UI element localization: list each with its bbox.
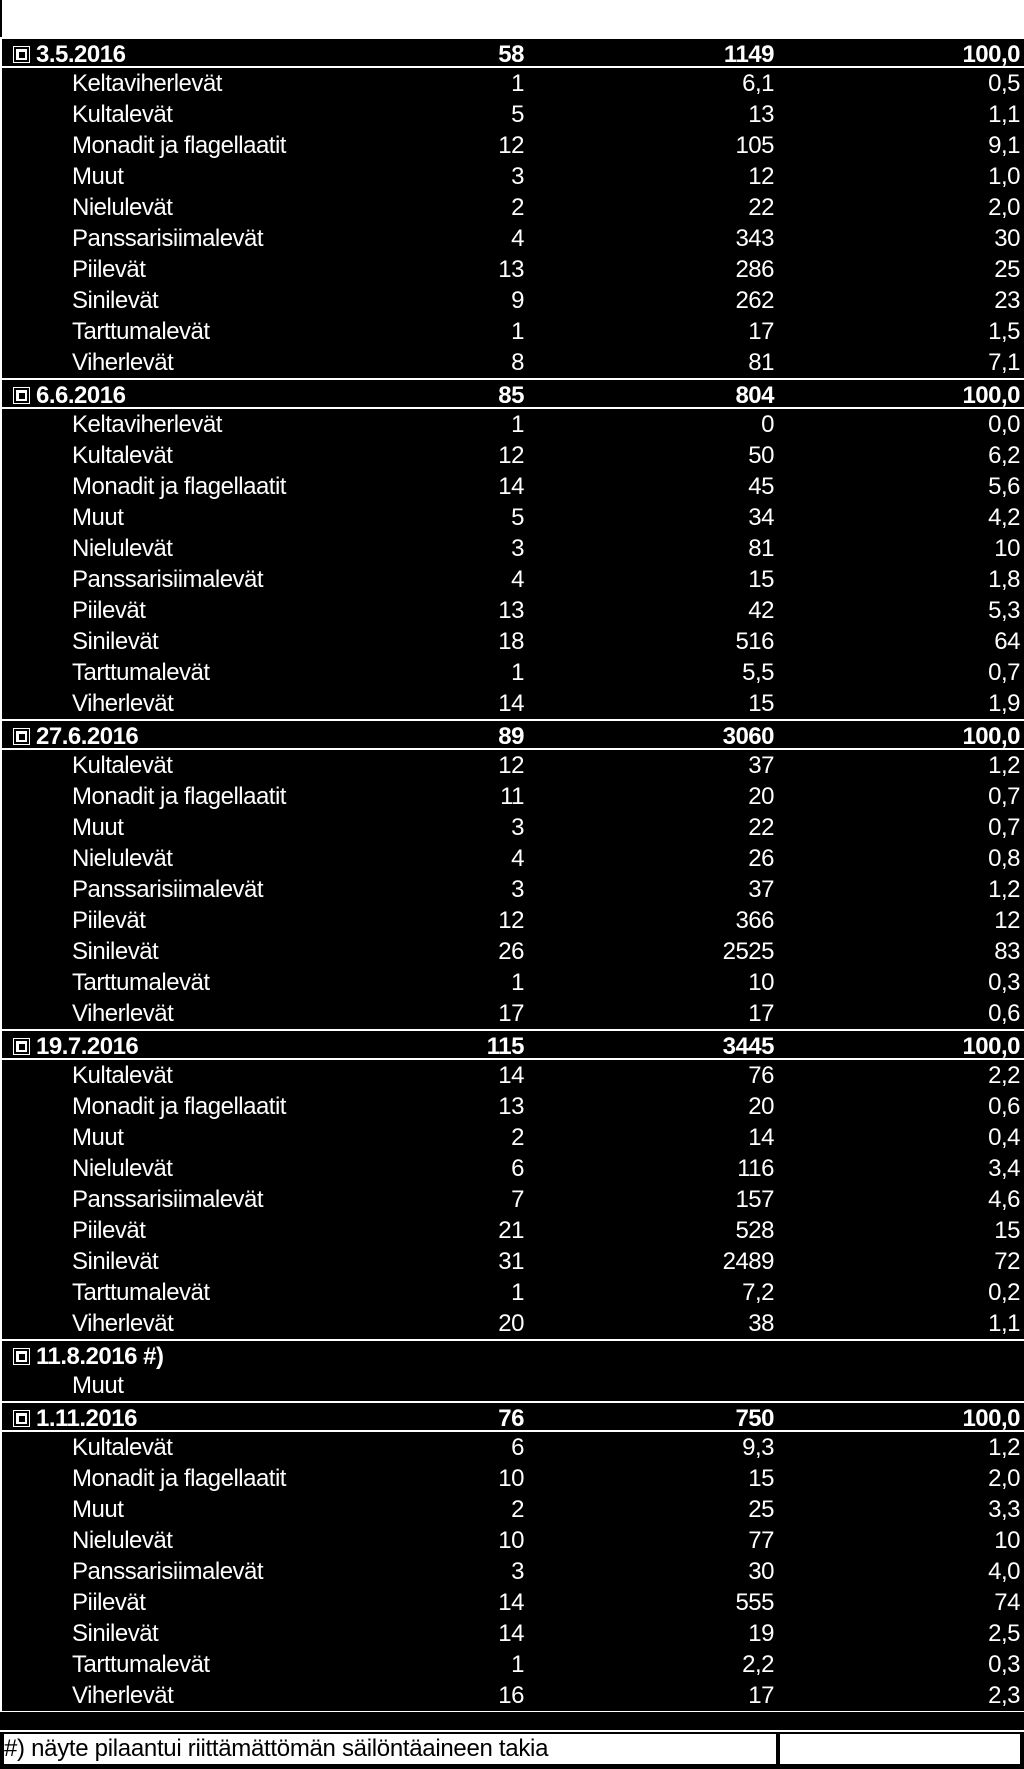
- taxon-count: 9: [511, 287, 524, 314]
- header-blank-row: [0, 0, 1024, 37]
- taxon-percent: 12: [994, 907, 1020, 934]
- taxon-name: Viherlevät: [72, 349, 174, 376]
- taxon-name: Sinilevät: [72, 938, 159, 965]
- taxon-name: Piilevät: [72, 907, 146, 934]
- taxon-percent: 10: [994, 535, 1020, 562]
- collapse-toggle-icon[interactable]: [14, 1039, 29, 1054]
- table-row: [0, 316, 1024, 347]
- taxon-percent: 0,7: [988, 814, 1020, 841]
- table-row: [0, 347, 1024, 378]
- group-count: 58: [498, 41, 524, 68]
- taxon-percent: 1,1: [988, 1310, 1020, 1337]
- group-biomass: 804: [735, 382, 774, 409]
- taxon-percent: 0,3: [988, 969, 1020, 996]
- table-row: [0, 533, 1024, 564]
- taxon-count: 10: [498, 1465, 524, 1492]
- table-row: [0, 781, 1024, 812]
- taxon-biomass: 157: [735, 1186, 774, 1213]
- table-row: [0, 874, 1024, 905]
- table-row: [0, 1246, 1024, 1277]
- group-date: 6.6.2016: [36, 382, 126, 409]
- taxon-biomass: 5,5: [742, 659, 774, 686]
- taxon-name: Kultalevät: [72, 101, 173, 128]
- taxon-name: Nielulevät: [72, 1155, 173, 1182]
- taxon-name: Tarttumalevät: [72, 1651, 210, 1678]
- taxon-name: Kultalevät: [72, 752, 173, 779]
- taxon-percent: 0,5: [988, 70, 1020, 97]
- group-biomass: 750: [735, 1405, 774, 1432]
- taxon-biomass: 30: [748, 1558, 774, 1585]
- table-row: [0, 1184, 1024, 1215]
- taxon-percent: 1,0: [988, 163, 1020, 190]
- taxon-percent: 7,1: [988, 349, 1020, 376]
- taxon-count: 1: [511, 70, 524, 97]
- taxon-name: Muut: [72, 1124, 124, 1151]
- taxon-percent: 0,7: [988, 783, 1020, 810]
- group-date: 27.6.2016: [36, 723, 139, 750]
- taxon-count: 1: [511, 1651, 524, 1678]
- taxon-count: 1: [511, 318, 524, 345]
- taxon-count: 1: [511, 1279, 524, 1306]
- taxon-name: Sinilevät: [72, 1620, 159, 1647]
- taxon-count: 14: [498, 1589, 524, 1616]
- collapse-toggle-icon[interactable]: [14, 1349, 29, 1364]
- taxon-count: 3: [511, 163, 524, 190]
- taxon-name: Piilevät: [72, 1217, 146, 1244]
- taxon-count: 31: [498, 1248, 524, 1275]
- taxon-biomass: 15: [748, 1465, 774, 1492]
- taxon-count: 4: [511, 225, 524, 252]
- taxon-percent: 74: [994, 1589, 1020, 1616]
- taxon-biomass: 116: [737, 1155, 774, 1182]
- taxon-biomass: 516: [735, 628, 774, 655]
- group-percent: 100,0: [962, 41, 1020, 68]
- taxon-count: 4: [511, 566, 524, 593]
- taxon-name: Sinilevät: [72, 287, 159, 314]
- table-row: [0, 812, 1024, 843]
- taxon-biomass: 22: [748, 814, 774, 841]
- collapse-toggle-icon[interactable]: [14, 729, 29, 744]
- taxon-name: Monadit ja flagellaatit: [72, 783, 286, 810]
- taxon-count: 21: [498, 1217, 524, 1244]
- taxon-biomass: 2525: [722, 938, 774, 965]
- taxon-biomass: 50: [748, 442, 774, 469]
- taxon-name: Muut: [72, 1496, 124, 1523]
- table-row: [0, 1308, 1024, 1339]
- taxon-biomass: 17: [748, 1000, 774, 1027]
- table-row: [0, 1060, 1024, 1091]
- taxon-percent: 0,2: [988, 1279, 1020, 1306]
- taxon-name: Viherlevät: [72, 690, 174, 717]
- taxon-percent: 0,6: [988, 1000, 1020, 1027]
- table-row: [0, 1649, 1024, 1680]
- collapse-toggle-icon[interactable]: [14, 1411, 29, 1426]
- taxon-percent: 4,6: [988, 1186, 1020, 1213]
- group-percent: 100,0: [962, 723, 1020, 750]
- taxon-biomass: 26: [748, 845, 774, 872]
- taxon-count: 2: [511, 194, 524, 221]
- taxon-biomass: 25: [748, 1496, 774, 1523]
- taxon-biomass: 76: [748, 1062, 774, 1089]
- taxon-count: 2: [511, 1124, 524, 1151]
- taxon-biomass: 555: [735, 1589, 774, 1616]
- taxon-count: 3: [511, 1558, 524, 1585]
- taxon-count: 13: [498, 1093, 524, 1120]
- taxon-biomass: 528: [735, 1217, 774, 1244]
- taxon-biomass: 7,2: [742, 1279, 774, 1306]
- taxon-name: Tarttumalevät: [72, 1279, 210, 1306]
- taxon-name: Viherlevät: [72, 1310, 174, 1337]
- taxon-name: Panssarisiimalevät: [72, 1186, 264, 1213]
- taxon-name: Panssarisiimalevät: [72, 876, 264, 903]
- group-count: 85: [498, 382, 524, 409]
- table-row: [0, 1494, 1024, 1525]
- group-date: 11.8.2016 #): [36, 1343, 164, 1370]
- table-row: [0, 967, 1024, 998]
- group-percent: 100,0: [962, 1033, 1020, 1060]
- taxon-count: 8: [511, 349, 524, 376]
- taxon-name: Kultalevät: [72, 1434, 173, 1461]
- taxon-percent: 3,4: [988, 1155, 1020, 1182]
- group-count: 89: [498, 723, 524, 750]
- group-count: 115: [486, 1033, 524, 1060]
- taxon-biomass: 15: [748, 690, 774, 717]
- taxon-name: Piilevät: [72, 597, 146, 624]
- table-row: [0, 1153, 1024, 1184]
- table-bottom-gap: [0, 1712, 1024, 1730]
- table-row: [0, 99, 1024, 130]
- taxon-name: Muut: [72, 814, 124, 841]
- taxon-percent: 1,8: [988, 566, 1020, 593]
- table-row: [0, 1680, 1024, 1711]
- taxon-percent: 4,0: [988, 1558, 1020, 1585]
- taxon-biomass: 81: [748, 535, 774, 562]
- taxon-name: Tarttumalevät: [72, 318, 210, 345]
- taxon-name: Muut: [72, 163, 124, 190]
- group-row[interactable]: [0, 37, 1024, 68]
- taxon-percent: 6,2: [988, 442, 1020, 469]
- taxon-percent: 72: [994, 1248, 1020, 1275]
- table-row: [0, 843, 1024, 874]
- table-row: [0, 471, 1024, 502]
- collapse-toggle-icon[interactable]: [14, 388, 29, 403]
- table-row: [0, 688, 1024, 719]
- group-count: 76: [498, 1405, 524, 1432]
- taxon-name: Monadit ja flagellaatit: [72, 473, 286, 500]
- taxon-name: Tarttumalevät: [72, 659, 210, 686]
- taxon-biomass: 20: [748, 783, 774, 810]
- group-row[interactable]: [0, 1339, 1024, 1370]
- taxon-biomass: 81: [748, 349, 774, 376]
- taxon-biomass: 15: [748, 566, 774, 593]
- taxon-percent: 1,1: [988, 101, 1020, 128]
- taxon-biomass: 42: [748, 597, 774, 624]
- table-row: [0, 1370, 1024, 1401]
- taxon-percent: 83: [994, 938, 1020, 965]
- taxon-name: Monadit ja flagellaatit: [72, 1465, 286, 1492]
- table-row: [0, 409, 1024, 440]
- table-row: [0, 1091, 1024, 1122]
- taxon-percent: 9,1: [988, 132, 1020, 159]
- taxon-percent: 5,6: [988, 473, 1020, 500]
- taxon-name: Nielulevät: [72, 845, 173, 872]
- taxon-biomass: 9,3: [742, 1434, 774, 1461]
- taxon-percent: 1,9: [988, 690, 1020, 717]
- table-row: [0, 161, 1024, 192]
- table-row: [0, 1618, 1024, 1649]
- group-percent: 100,0: [962, 1405, 1020, 1432]
- taxon-biomass: 14: [748, 1124, 774, 1151]
- taxon-percent: 2,0: [988, 194, 1020, 221]
- group-row[interactable]: [0, 1401, 1024, 1432]
- taxon-percent: 0,3: [988, 1651, 1020, 1678]
- taxon-name: Nielulevät: [72, 535, 173, 562]
- taxon-name: Viherlevät: [72, 1682, 174, 1709]
- taxon-name: Kultalevät: [72, 442, 173, 469]
- taxon-percent: 15: [994, 1217, 1020, 1244]
- table-row: [0, 626, 1024, 657]
- taxon-biomass: 34: [748, 504, 774, 531]
- group-date: 3.5.2016: [36, 41, 126, 68]
- group-date: 1.11.2016: [36, 1405, 137, 1432]
- table-row: [0, 440, 1024, 471]
- taxon-count: 4: [511, 845, 524, 872]
- table-row: [0, 285, 1024, 316]
- taxon-biomass: 45: [748, 473, 774, 500]
- taxon-count: 20: [498, 1310, 524, 1337]
- taxon-biomass: 37: [748, 752, 774, 779]
- taxon-percent: 4,2: [988, 504, 1020, 531]
- table-row: [0, 657, 1024, 688]
- table-row: [0, 1277, 1024, 1308]
- taxon-percent: 0,4: [988, 1124, 1020, 1151]
- taxon-biomass: 10: [748, 969, 774, 996]
- taxon-percent: 1,2: [988, 876, 1020, 903]
- taxon-count: 12: [498, 907, 524, 934]
- table-row: [0, 595, 1024, 626]
- taxon-count: 12: [498, 132, 524, 159]
- taxon-count: 12: [498, 752, 524, 779]
- taxon-name: Viherlevät: [72, 1000, 174, 1027]
- table-row: [0, 223, 1024, 254]
- footnote-row: [0, 1730, 1024, 1769]
- taxon-name: Kultalevät: [72, 1062, 173, 1089]
- taxon-name: Keltaviherlevät: [72, 411, 222, 438]
- taxon-count: 16: [498, 1682, 524, 1709]
- taxon-count: 1: [511, 969, 524, 996]
- table-row: [0, 68, 1024, 99]
- taxon-biomass: 2489: [722, 1248, 774, 1275]
- taxon-count: 11: [500, 783, 524, 810]
- taxon-percent: 0,6: [988, 1093, 1020, 1120]
- taxon-biomass: 2,2: [742, 1651, 774, 1678]
- taxon-count: 13: [498, 597, 524, 624]
- group-row[interactable]: [0, 378, 1024, 409]
- taxon-biomass: 77: [748, 1527, 774, 1554]
- taxon-count: 3: [511, 876, 524, 903]
- taxon-name: Panssarisiimalevät: [72, 1558, 264, 1585]
- group-row[interactable]: [0, 1029, 1024, 1060]
- taxon-count: 13: [498, 256, 524, 283]
- taxon-count: 5: [511, 101, 524, 128]
- group-biomass: 1149: [723, 41, 774, 68]
- table-row: [0, 1463, 1024, 1494]
- taxon-percent: 2,3: [988, 1682, 1020, 1709]
- table-row: [0, 936, 1024, 967]
- taxon-biomass: 20: [748, 1093, 774, 1120]
- taxon-biomass: 343: [735, 225, 774, 252]
- collapse-toggle-icon[interactable]: [14, 47, 29, 62]
- taxon-name: Sinilevät: [72, 628, 159, 655]
- table-row: [0, 750, 1024, 781]
- taxon-count: 26: [498, 938, 524, 965]
- taxon-percent: 0,0: [988, 411, 1020, 438]
- taxon-biomass: 366: [735, 907, 774, 934]
- taxon-name: Nielulevät: [72, 194, 173, 221]
- taxon-biomass: 286: [735, 256, 774, 283]
- taxon-name: Nielulevät: [72, 1527, 173, 1554]
- taxon-biomass: 38: [748, 1310, 774, 1337]
- taxon-biomass: 0: [761, 411, 774, 438]
- taxon-name: Piilevät: [72, 1589, 146, 1616]
- taxon-percent: 0,7: [988, 659, 1020, 686]
- taxon-count: 5: [511, 504, 524, 531]
- table-row: [0, 254, 1024, 285]
- group-date: 19.7.2016: [36, 1033, 139, 1060]
- table-row: [0, 564, 1024, 595]
- taxon-biomass: 17: [748, 1682, 774, 1709]
- footnote-text: #) näyte pilaantui riittämättömän säilöntäaineen takia: [4, 1734, 776, 1764]
- taxon-name: Muut: [72, 504, 124, 531]
- taxon-name: Tarttumalevät: [72, 969, 210, 996]
- taxon-name: Muut: [72, 1372, 124, 1399]
- taxon-count: 1: [511, 659, 524, 686]
- taxon-percent: 10: [994, 1527, 1020, 1554]
- taxon-percent: 2,5: [988, 1620, 1020, 1647]
- pivot-table-rows: [0, 37, 1024, 1711]
- taxon-name: Sinilevät: [72, 1248, 159, 1275]
- taxon-percent: 1,2: [988, 1434, 1020, 1461]
- taxon-percent: 1,5: [988, 318, 1020, 345]
- taxon-biomass: 22: [748, 194, 774, 221]
- taxon-percent: 3,3: [988, 1496, 1020, 1523]
- taxon-percent: 5,3: [988, 597, 1020, 624]
- taxon-biomass: 37: [748, 876, 774, 903]
- taxon-name: Piilevät: [72, 256, 146, 283]
- taxon-count: 14: [498, 1062, 524, 1089]
- taxon-count: 1: [511, 411, 524, 438]
- taxon-percent: 25: [994, 256, 1020, 283]
- table-row: [0, 192, 1024, 223]
- table-row: [0, 1556, 1024, 1587]
- taxon-biomass: 6,1: [742, 70, 774, 97]
- taxon-count: 3: [511, 535, 524, 562]
- taxon-count: 14: [498, 1620, 524, 1647]
- group-biomass: 3060: [722, 723, 774, 750]
- taxon-percent: 23: [994, 287, 1020, 314]
- taxon-name: Monadit ja flagellaatit: [72, 1093, 286, 1120]
- taxon-count: 14: [498, 690, 524, 717]
- taxon-count: 14: [498, 473, 524, 500]
- taxon-name: Keltaviherlevät: [72, 70, 222, 97]
- table-row: [0, 1432, 1024, 1463]
- table-row: [0, 905, 1024, 936]
- table-row: [0, 1215, 1024, 1246]
- footnote-empty-cell: [780, 1734, 1020, 1764]
- taxon-count: 18: [498, 628, 524, 655]
- taxon-count: 3: [511, 814, 524, 841]
- taxon-percent: 1,2: [988, 752, 1020, 779]
- group-row[interactable]: [0, 719, 1024, 750]
- taxon-percent: 30: [994, 225, 1020, 252]
- taxon-count: 6: [511, 1434, 524, 1461]
- group-biomass: 3445: [722, 1033, 774, 1060]
- taxon-percent: 2,2: [988, 1062, 1020, 1089]
- taxon-count: 7: [511, 1186, 524, 1213]
- table-row: [0, 1587, 1024, 1618]
- table-row: [0, 1122, 1024, 1153]
- taxon-percent: 64: [994, 628, 1020, 655]
- table-row: [0, 998, 1024, 1029]
- taxon-count: 12: [498, 442, 524, 469]
- taxon-biomass: 19: [748, 1620, 774, 1647]
- taxon-biomass: 13: [748, 101, 774, 128]
- taxon-count: 6: [511, 1155, 524, 1182]
- taxon-name: Panssarisiimalevät: [72, 225, 264, 252]
- taxon-name: Monadit ja flagellaatit: [72, 132, 286, 159]
- taxon-name: Panssarisiimalevät: [72, 566, 264, 593]
- table-row: [0, 1525, 1024, 1556]
- taxon-percent: 0,8: [988, 845, 1020, 872]
- table-row: [0, 502, 1024, 533]
- taxon-count: 2: [511, 1496, 524, 1523]
- taxon-count: 10: [498, 1527, 524, 1554]
- taxon-count: 17: [498, 1000, 524, 1027]
- taxon-biomass: 105: [735, 132, 774, 159]
- group-percent: 100,0: [962, 382, 1020, 409]
- taxon-biomass: 262: [735, 287, 774, 314]
- taxon-biomass: 17: [748, 318, 774, 345]
- table-row: [0, 130, 1024, 161]
- taxon-biomass: 12: [748, 163, 774, 190]
- taxon-percent: 2,0: [988, 1465, 1020, 1492]
